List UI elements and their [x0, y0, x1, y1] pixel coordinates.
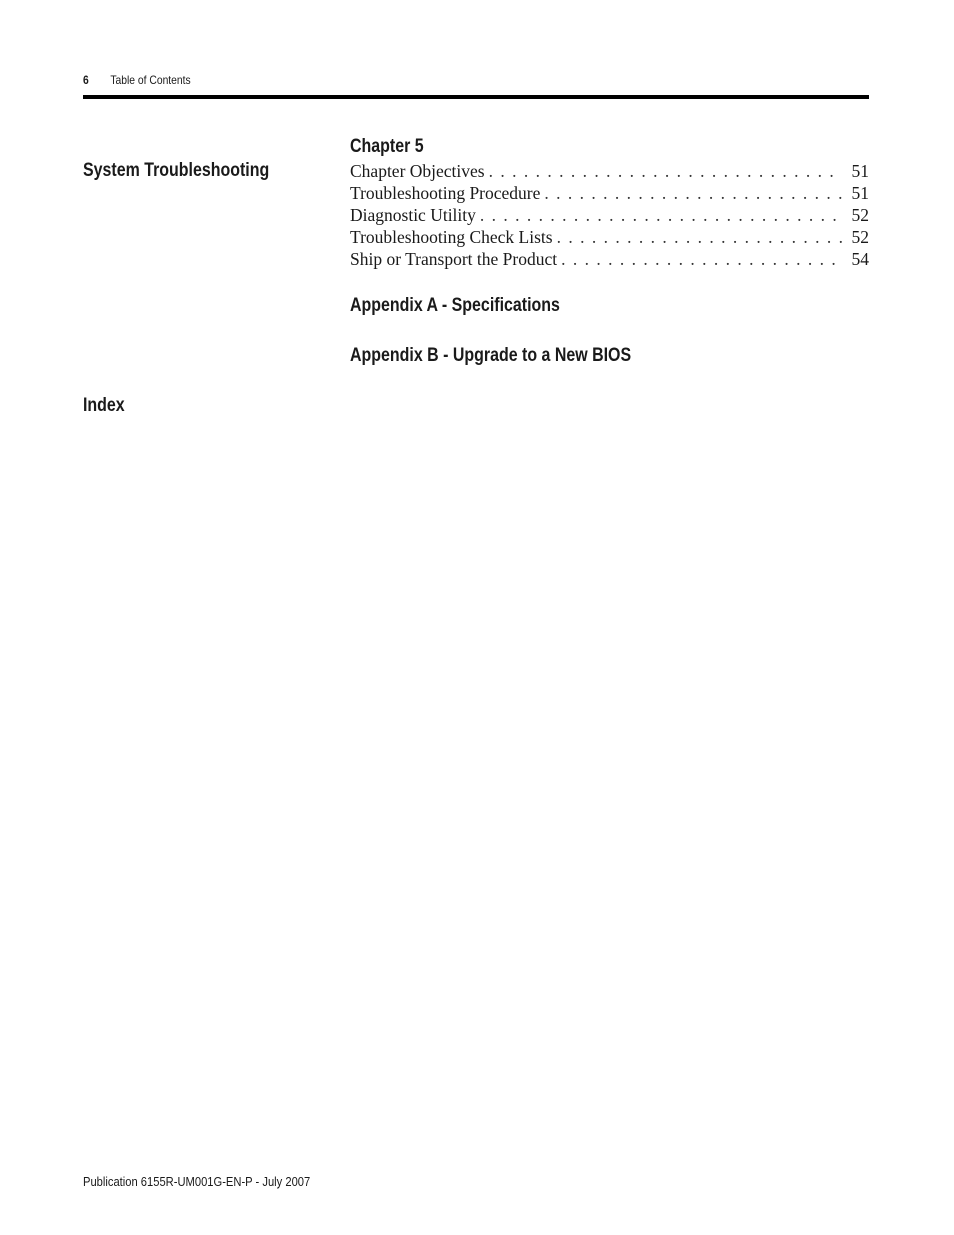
toc-leader-dots	[489, 160, 842, 182]
appendix-a-heading[interactable]: Appendix A - Specifications	[350, 295, 560, 316]
toc-leader-dots	[561, 248, 841, 270]
toc-entry-page: 51	[851, 183, 869, 203]
page-header	[83, 73, 191, 87]
toc-entry-title: Troubleshooting Procedure	[350, 183, 541, 203]
header-rule	[83, 95, 869, 99]
toc-leader-dots	[480, 204, 842, 226]
header-section-title: Table of Contents	[110, 73, 191, 87]
toc-entry-page: 54	[851, 249, 869, 269]
toc-entry[interactable]	[350, 226, 869, 248]
chapter-5-toc	[350, 160, 869, 270]
toc-entry-page: 52	[851, 227, 869, 247]
toc-entry[interactable]	[350, 204, 869, 226]
side-title-system-troubleshooting: System Troubleshooting	[83, 160, 270, 181]
toc-entry-title: Diagnostic Utility	[350, 205, 476, 225]
toc-entry-title: Ship or Transport the Product	[350, 249, 558, 269]
toc-entry-title: Troubleshooting Check Lists	[350, 227, 553, 247]
side-title-index[interactable]: Index	[83, 395, 125, 416]
toc-entry-page: 51	[851, 161, 869, 181]
toc-entry-title: Chapter Objectives	[350, 161, 485, 181]
toc-leader-dots	[544, 182, 841, 204]
publication-footer: Publication 6155R-UM001G-EN-P - July 2007	[83, 1174, 311, 1189]
toc-entry[interactable]	[350, 160, 869, 182]
appendix-b-heading[interactable]: Appendix B - Upgrade to a New BIOS	[350, 345, 632, 366]
chapter-5-heading: Chapter 5	[350, 136, 424, 157]
toc-entry[interactable]	[350, 248, 869, 270]
toc-entry-page: 52	[851, 205, 869, 225]
toc-entry[interactable]	[350, 182, 869, 204]
toc-leader-dots	[557, 226, 842, 248]
page-number: 6	[83, 73, 89, 87]
